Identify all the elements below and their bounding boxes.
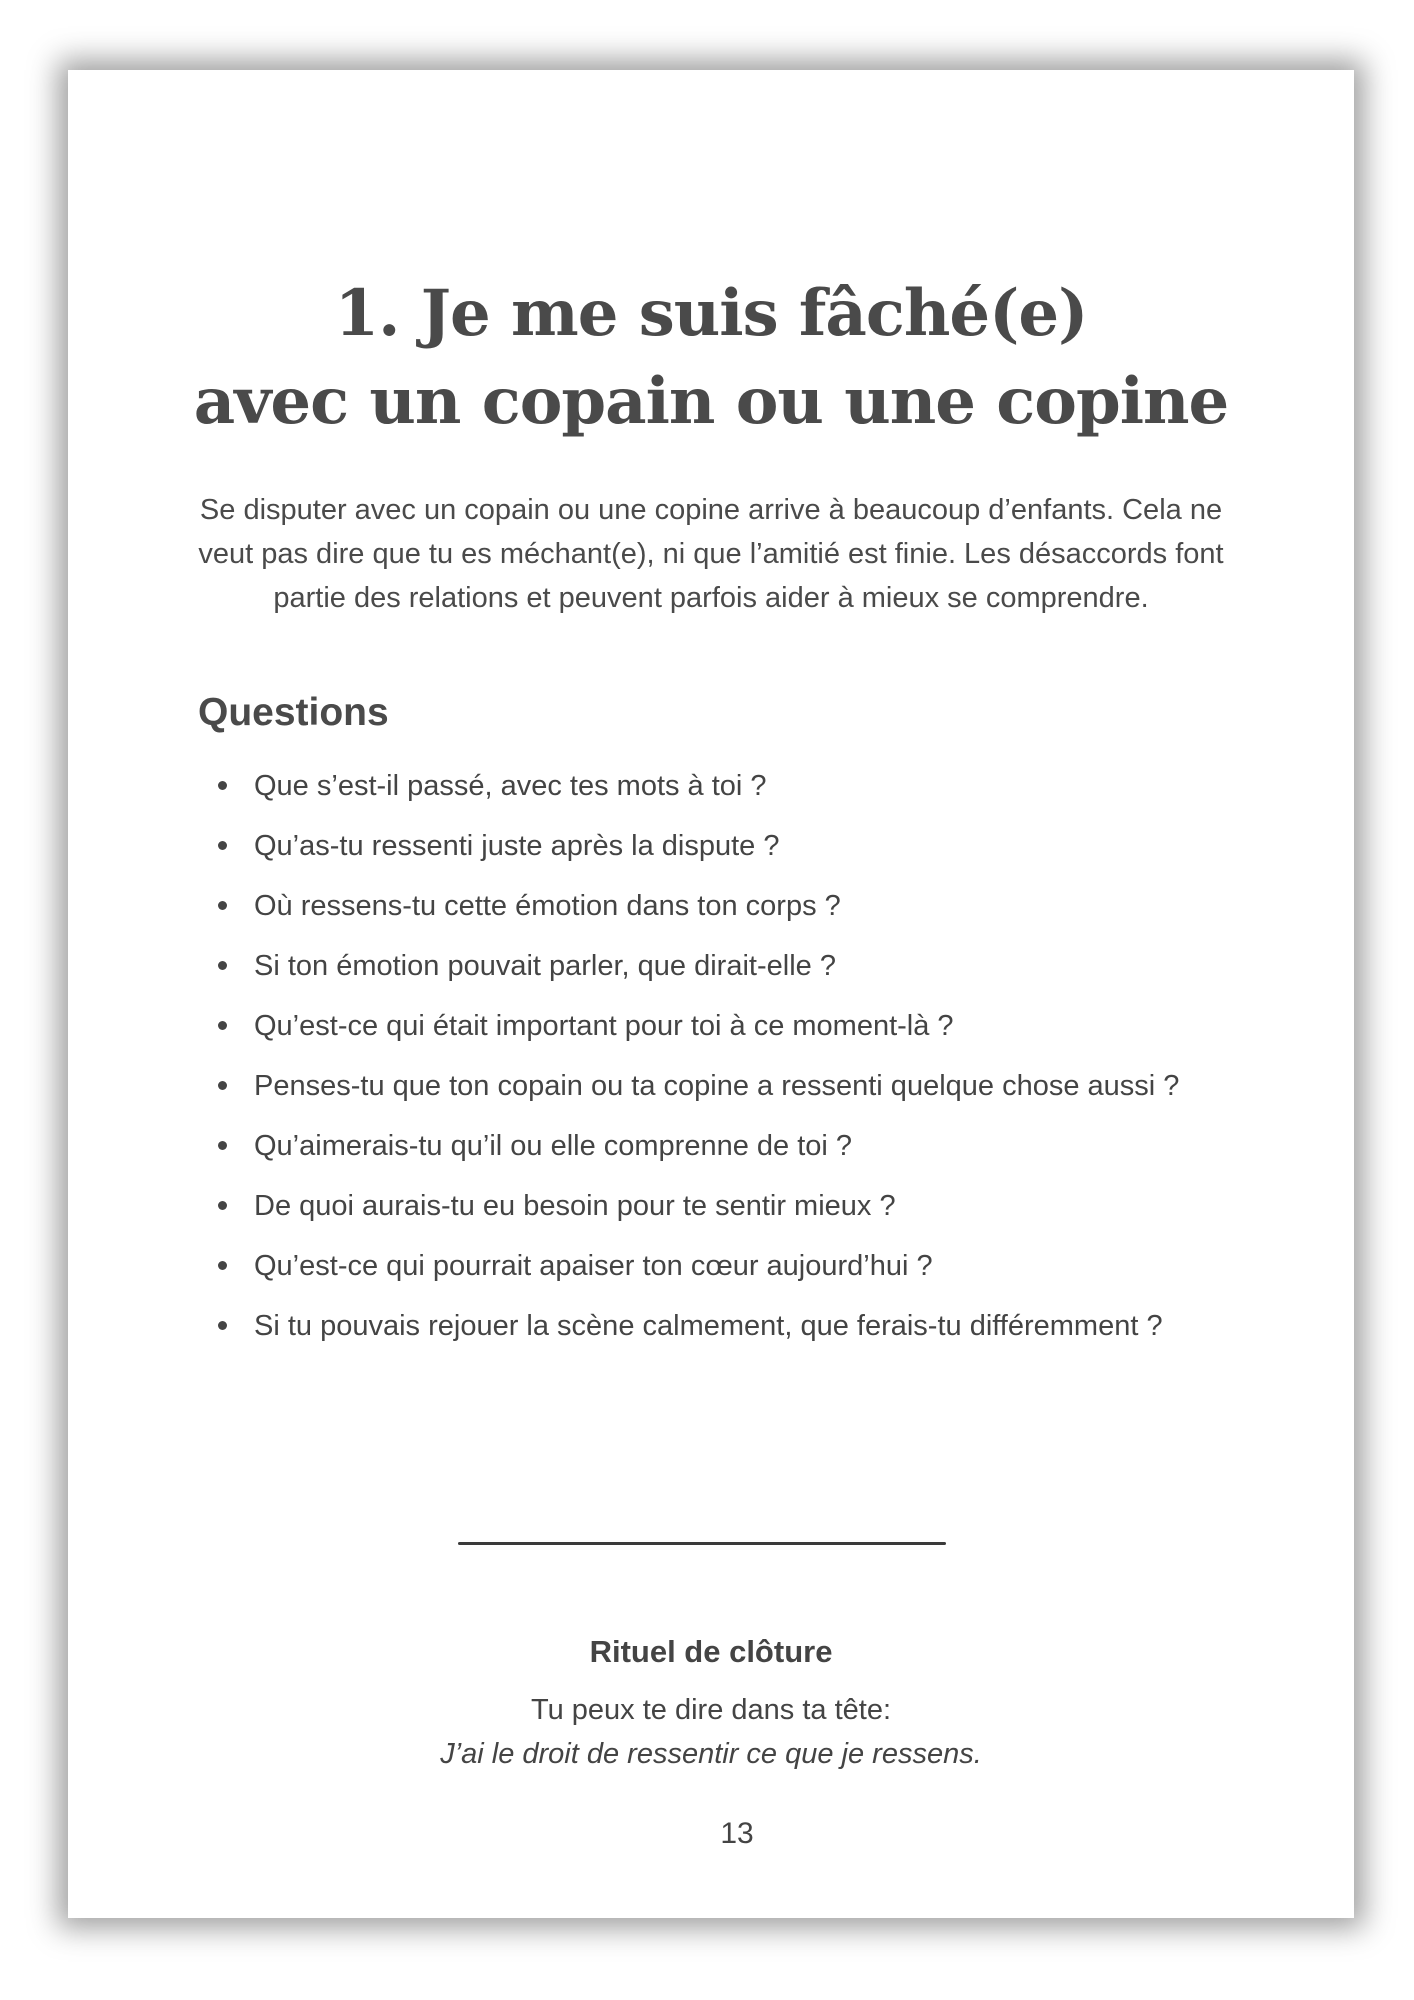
bullet-icon: [218, 1081, 227, 1090]
question-item: [198, 1116, 1198, 1176]
closing-line-1: Tu peux te dire dans ta tête:: [530, 1694, 892, 1726]
question-text: Qu’as-tu ressenti juste après la dispute ?: [254, 830, 780, 862]
question-item: [198, 756, 1198, 816]
question-text: Penses-tu que ton copain ou ta copine a ressenti quelque chose aussi ?: [254, 1070, 1180, 1102]
closing-heading: Rituel de clôture: [589, 1634, 833, 1669]
title-line-1: 1. Je me suis fâché(e): [334, 276, 1088, 351]
bullet-icon: [218, 1141, 227, 1150]
bullet-icon: [218, 841, 227, 850]
question-item: [198, 876, 1198, 936]
question-item: [198, 936, 1198, 996]
question-text: Qu’aimerais-tu qu’il ou elle comprenne de toi ?: [254, 1130, 853, 1162]
question-item: [198, 816, 1198, 876]
bullet-icon: [218, 1321, 227, 1330]
section-divider: [458, 1542, 946, 1545]
question-item: [198, 996, 1198, 1056]
document-page: [68, 70, 1354, 1918]
bullet-icon: [218, 1201, 227, 1210]
bullet-icon: [218, 781, 227, 790]
question-item: [198, 1296, 1198, 1356]
question-text: Qu’est-ce qui était important pour toi à ce moment-là ?: [254, 1010, 954, 1042]
question-text: De quoi aurais-tu eu besoin pour te sentir mieux ?: [254, 1190, 896, 1222]
closing-affirmation: J’ai le droit de ressentir ce que je ressens.: [440, 1738, 982, 1770]
questions-heading: Questions: [198, 691, 389, 734]
page-number: 13: [720, 1817, 754, 1850]
bullet-icon: [218, 1261, 227, 1270]
question-text: Où ressens-tu cette émotion dans ton corps ?: [254, 890, 841, 922]
bullet-icon: [218, 901, 227, 910]
question-text: Si ton émotion pouvait parler, que dirait-elle ?: [254, 950, 836, 982]
question-item: [198, 1176, 1198, 1236]
question-text: Que s’est-il passé, avec tes mots à toi ?: [254, 770, 767, 802]
bullet-icon: [218, 1021, 227, 1030]
questions-list: [198, 756, 1198, 1356]
bullet-icon: [218, 961, 227, 970]
question-text: Si tu pouvais rejouer la scène calmement, que ferais-tu différemment ?: [254, 1310, 1163, 1342]
page-title: [68, 270, 1354, 446]
intro-paragraph: Se disputer avec un copain ou une copine arrive à beaucoup d’enfants. Cela ne veut pas dire que tu es méchant(e), ni que l’amitié est finie. Les désaccords font partie des relations et peuvent parfois aider à mieux se comprendre.: [198, 494, 1224, 614]
question-item: [198, 1236, 1198, 1296]
question-item: [198, 1056, 1198, 1116]
question-text: Qu’est-ce qui pourrait apaiser ton cœur aujourd’hui ?: [254, 1250, 933, 1282]
title-line-2: avec un copain ou une copine: [193, 364, 1229, 439]
